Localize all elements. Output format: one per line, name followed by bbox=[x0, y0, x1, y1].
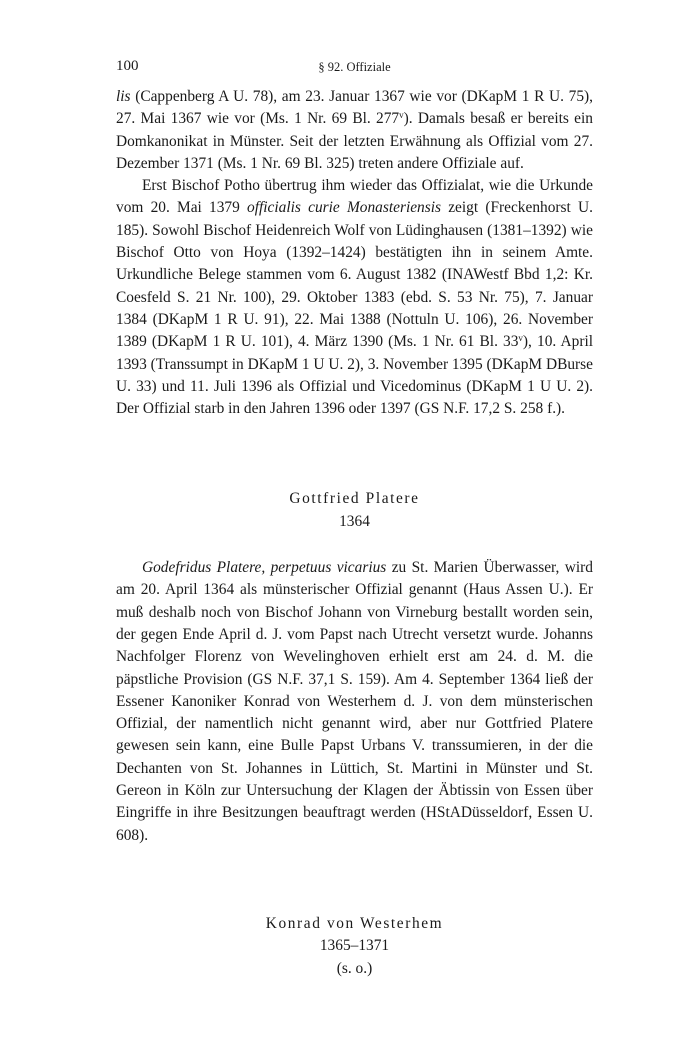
superscript-verso: v bbox=[399, 110, 404, 121]
text-run: ), 10. April 1393 (Transsumpt in DKapM 1 U U. 2), 3. November 1395 (DKapM DBurse U. 33) und 11. Juli 1396 als Offizial und Vicedominus (DKapM 1 U U. 2). Der Offizial starb in den Jahren 1396 oder 1397 (GS N.F. 17,2 S. 258 f.). bbox=[116, 333, 593, 418]
italic-latin-text: officialis curie Monasteriensis bbox=[247, 199, 441, 217]
entry-name: Gottfried Platere bbox=[289, 490, 420, 508]
paragraph-continuation bbox=[116, 86, 593, 175]
entry-name: Konrad von Westerhem bbox=[265, 914, 444, 932]
text-run: ). Damals besaß er bereits ein Domkanonikat in Münster. Seit der letzten Erwähnung als Offizial vom 27. Dezember 1371 (Ms. 1 Nr. 69 Bl. 325) treten andere Offiziale auf. bbox=[116, 110, 593, 172]
paragraph-offizialat bbox=[116, 175, 593, 420]
text-run: zu St. Marien Überwasser, wird am 20. April 1364 als münsterischer Offizial genannt (Haus Assen U.). Er muß deshalb noch von Bischof Johann von Virneburg bestallt worden sein, der gegen Ende April d. J. vom Papst nach Utrecht versetzt wurde. Johanns Nachfolger Florenz von Wevelinghoven erhielt erst am 24. d. M. die päpstliche Provision (GS N.F. 37,1 S. 159). Am 4. September 1364 ließ der Essener Kanoniker Konrad von Westerhem d. J. von dem münsterischen Offizial, der namentlich nicht genannt wird, aber nur Gottfried Platere gewesen sein kann, eine Bulle Papst Urbans V. transsumieren, in der die Dechanten von St. Johannes in Lüttich, St. Martini in Münster und St. Gereon in Köln zur Untersuchung der Klagen der Äbtissin von Essen über Eingriffe in ihre Besitzungen beauftragt werden (HStADüsseldorf, Essen U. 608). bbox=[116, 559, 593, 844]
entry-years: 1364 bbox=[339, 512, 370, 530]
italic-latin-text: Godefridus Platere, perpetuus vicarius bbox=[142, 559, 387, 577]
book-page bbox=[116, 58, 593, 980]
superscript-verso: v bbox=[518, 333, 523, 344]
text-run: zeigt (Freckenhorst U. 185). Sowohl Bischof Heidenreich Wolf von Lüdinghausen (1381–1392) wie Bischof Otto von Hoya (1392–1424) bestätigten ihn in seinem Amte. Urkundliche Belege stammen vom 6. August 1382 (INAWestf Bbd 1,2: Kr. Coesfeld S. 21 Nr. 100), 29. Oktober 1383 (ebd. S. 53 Nr. 75), 7. Januar 1384 (DKapM 1 R U. 91), 22. Mai 1388 (Nottuln U. 106), 26. November 1389 (DKapM 1 R U. 101), 4. März 1390 (Ms. 1 Nr. 61 Bl. 33 bbox=[116, 199, 593, 351]
text-run: Erst Bischof Potho übertrug ihm wieder das Offizialat, wie die Urkunde vom 20. Mai 1379 bbox=[116, 177, 593, 217]
paragraph-gottfried-platere bbox=[116, 557, 593, 847]
page-number: 100 bbox=[116, 58, 139, 74]
entry-heading-gottfried-platere bbox=[116, 488, 593, 533]
italic-latin-text: lis bbox=[116, 88, 131, 105]
text-run: (Cappenberg A U. 78), am 23. Januar 1367 wie vor (DKapM 1 R U. 75), 27. Mai 1367 wie vor (Ms. 1 Nr. 69 Bl. 277 bbox=[116, 88, 593, 128]
running-head bbox=[116, 58, 593, 80]
entry-reference: (s. o.) bbox=[336, 959, 373, 977]
section-title: § 92. Offiziale bbox=[318, 60, 391, 74]
entry-heading-konrad-von-westerhem bbox=[116, 913, 593, 980]
body-text bbox=[116, 86, 593, 980]
entry-years: 1365–1371 bbox=[319, 937, 390, 955]
